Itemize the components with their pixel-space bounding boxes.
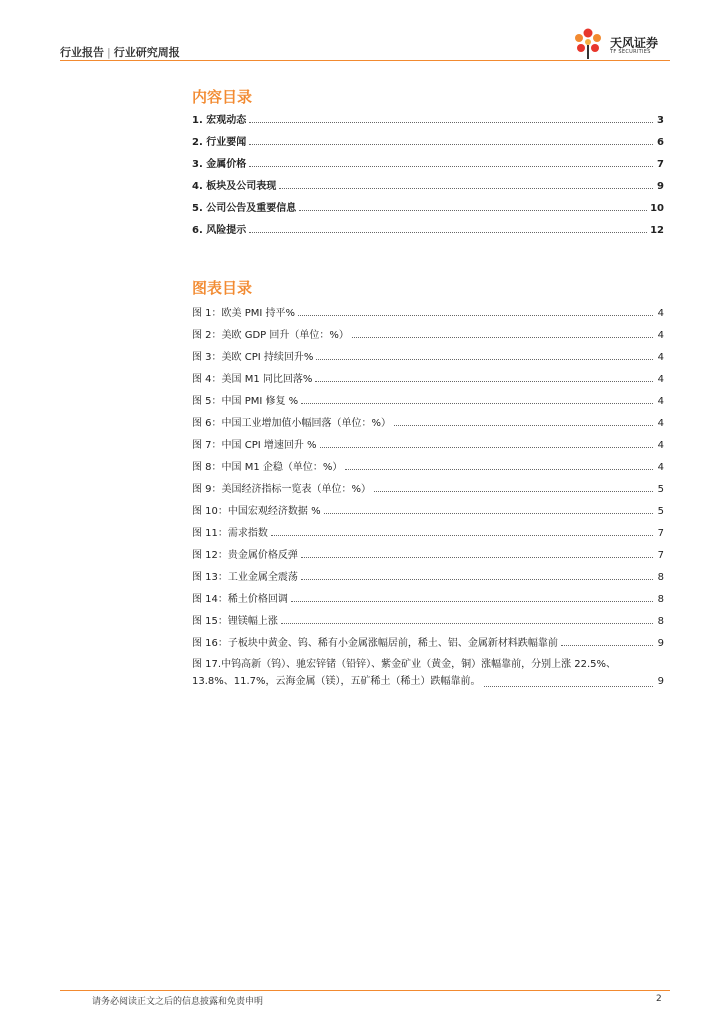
figure-item-label: 图 15：锂镁幅上涨 xyxy=(192,616,278,627)
figure-item-page: 8 xyxy=(657,594,664,605)
flower-logo-icon xyxy=(568,25,608,61)
toc-item-page: 10 xyxy=(650,203,664,214)
figure-item[interactable] xyxy=(192,569,664,583)
header-category: 行业报告 xyxy=(60,46,104,59)
figure-item[interactable] xyxy=(192,305,664,319)
figure-item-page: 4 xyxy=(657,462,664,473)
header-breadcrumb xyxy=(60,44,180,60)
figure-item-label: 图 8：中国 M1 企稳（单位：%） xyxy=(192,462,343,473)
figure-item-page: 4 xyxy=(657,396,664,407)
figure-item[interactable] xyxy=(192,349,664,363)
figure-item-page: 4 xyxy=(657,352,664,363)
page-number: 2 xyxy=(656,994,662,1004)
figure-item[interactable] xyxy=(192,635,664,649)
figure-item-label: 图 2：美欧 GDP 回升（单位：%） xyxy=(192,330,349,341)
figure-item-label: 图 11：需求指数 xyxy=(192,528,268,539)
toc-item-page: 6 xyxy=(657,137,664,148)
company-logo xyxy=(568,25,678,61)
dot-leader xyxy=(394,425,653,426)
toc-title: 内容目录 xyxy=(192,88,253,106)
toc-item-label: 4. 板块及公司表现 xyxy=(192,181,277,192)
figure-item-label: 图 10：中国宏观经济数据 % xyxy=(192,506,321,517)
figures-title: 图表目录 xyxy=(192,279,253,297)
toc-item-page: 3 xyxy=(657,115,664,126)
figure-item-page: 5 xyxy=(657,484,664,495)
dot-leader xyxy=(316,359,653,360)
figure-item-page: 8 xyxy=(657,616,664,627)
toc-item-label: 5. 公司公告及重要信息 xyxy=(192,203,297,214)
dot-leader xyxy=(345,469,653,470)
figure-item[interactable] xyxy=(192,327,664,341)
dot-leader xyxy=(291,601,653,602)
dot-leader xyxy=(249,232,647,233)
toc-item[interactable] xyxy=(192,178,664,192)
dot-leader xyxy=(249,144,653,145)
figure-item-page: 8 xyxy=(657,572,664,583)
figure-item-label-line1: 图 17.中钨高新（钨）、驰宏锌锗（铅锌）、紫金矿业（黄金，铜）涨幅靠前，分别上涨 22.5%、 xyxy=(192,659,617,670)
toc-item[interactable] xyxy=(192,200,664,214)
figure-item-line2 xyxy=(192,673,664,690)
logo-subtitle: TF SECURITIES xyxy=(610,49,651,55)
page-header xyxy=(0,0,724,62)
toc-item-page: 7 xyxy=(657,159,664,170)
figure-item-label: 图 14：稀土价格回调 xyxy=(192,594,288,605)
figure-item-label: 图 1：欧美 PMI 持平% xyxy=(192,308,296,319)
figure-item[interactable] xyxy=(192,393,664,407)
figure-item-page: 4 xyxy=(657,330,664,341)
dot-leader xyxy=(298,315,653,316)
toc-item-label: 6. 风险提示 xyxy=(192,225,247,236)
toc-item[interactable] xyxy=(192,134,664,148)
figure-item[interactable] xyxy=(192,613,664,627)
footer-divider xyxy=(60,990,670,991)
figure-item[interactable] xyxy=(192,371,664,385)
dot-leader xyxy=(271,535,653,536)
dot-leader xyxy=(561,645,653,646)
dot-leader xyxy=(301,557,653,558)
figure-item[interactable] xyxy=(192,481,664,495)
figure-item-label: 图 13：工业金属全震荡 xyxy=(192,572,298,583)
dot-leader xyxy=(301,403,653,404)
dot-leader xyxy=(249,166,653,167)
dot-leader xyxy=(352,337,653,338)
figure-item[interactable] xyxy=(192,503,664,517)
figure-item[interactable] xyxy=(192,459,664,473)
figure-item-multiline[interactable] xyxy=(192,656,664,690)
header-report-type: 行业研究周报 xyxy=(113,46,180,59)
figure-item-label: 图 12：贵金属价格反弹 xyxy=(192,550,298,561)
figure-item-page: 5 xyxy=(657,506,664,517)
logo-text: 天风证券 xyxy=(610,36,659,50)
toc-item[interactable] xyxy=(192,112,664,126)
dot-leader xyxy=(249,122,653,123)
figure-item-label: 图 5：中国 PMI 修复 % xyxy=(192,396,299,407)
dot-leader xyxy=(324,513,653,514)
toc-item-label: 1. 宏观动态 xyxy=(192,115,247,126)
figure-item-page: 4 xyxy=(657,308,664,319)
figure-item[interactable] xyxy=(192,547,664,561)
footer-disclaimer: 请务必阅读正文之后的信息披露和免责申明 xyxy=(92,997,264,1007)
toc-item-label: 3. 金属价格 xyxy=(192,159,247,170)
dot-leader xyxy=(299,210,647,211)
figure-item-page: 7 xyxy=(657,528,664,539)
figure-item-page: 9 xyxy=(657,638,664,649)
dot-leader xyxy=(315,381,653,382)
toc-item[interactable] xyxy=(192,156,664,170)
figure-item[interactable] xyxy=(192,437,664,451)
figure-item-label: 图 9：美国经济指标一览表（单位：%） xyxy=(192,484,372,495)
header-separator: | xyxy=(107,46,111,59)
figure-item[interactable] xyxy=(192,415,664,429)
toc-item-label: 2. 行业要闻 xyxy=(192,137,247,148)
figure-item-label: 图 7：中国 CPI 增速回升 % xyxy=(192,440,317,451)
dot-leader xyxy=(281,623,653,624)
figure-item[interactable] xyxy=(192,591,664,605)
header-divider xyxy=(60,60,670,61)
dot-leader xyxy=(374,491,653,492)
toc-item[interactable] xyxy=(192,222,664,236)
toc-item-page: 9 xyxy=(657,181,664,192)
toc-item-page: 12 xyxy=(650,225,664,236)
figure-item-label: 图 16：子板块中黄金、钨、稀有小金属涨幅居前，稀土、铝、金属新材料跌幅靠前 xyxy=(192,638,558,649)
figure-item-label: 图 6：中国工业增加值小幅回落（单位：%） xyxy=(192,418,392,429)
dot-leader xyxy=(484,686,653,687)
figure-item-label-line2: 13.8%、11.7%，云海金属（镁），五矿稀土（稀土）跌幅靠前。 xyxy=(192,676,481,687)
dot-leader xyxy=(320,447,653,448)
figure-item-page: 4 xyxy=(657,440,664,451)
figure-item-page: 7 xyxy=(657,550,664,561)
figure-item[interactable] xyxy=(192,525,664,539)
figure-item-page: 4 xyxy=(657,418,664,429)
figure-item-page: 4 xyxy=(657,374,664,385)
dot-leader xyxy=(279,188,653,189)
figure-item-page: 9 xyxy=(657,676,664,687)
dot-leader xyxy=(301,579,653,580)
figure-item-label: 图 3：美欧 CPI 持续回升% xyxy=(192,352,314,363)
figure-item-label: 图 4：美国 M1 同比回落% xyxy=(192,374,313,385)
